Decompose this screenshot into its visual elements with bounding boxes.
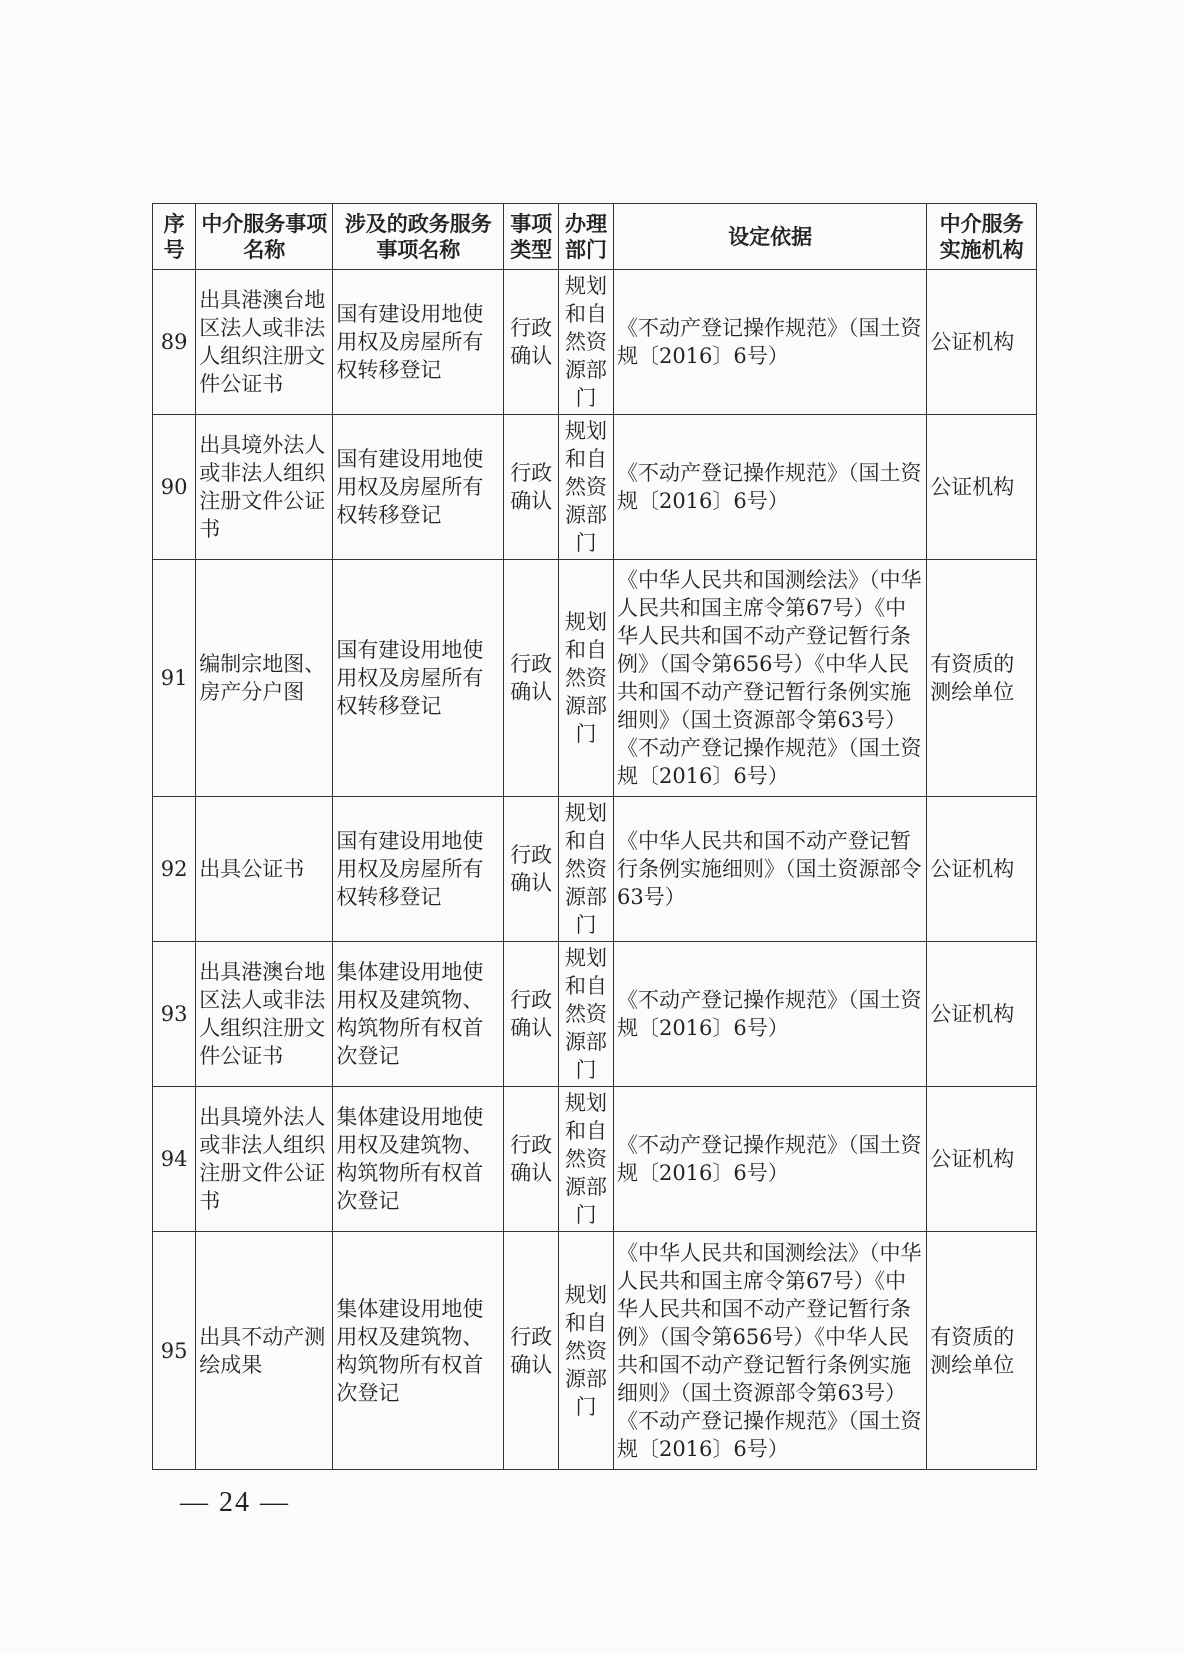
row-no: 95: [153, 1232, 196, 1470]
row-basis: 《不动产登记操作规范》（国土资规〔2016〕6号）: [613, 270, 926, 415]
row-gov-item: 国有建设用地使用权及房屋所有权转移登记: [333, 797, 504, 942]
row-no: 92: [153, 797, 196, 942]
row-dept: 规划和自然资源部门: [559, 942, 614, 1087]
row-agency: 公证机构: [927, 797, 1037, 942]
row-no: 94: [153, 1087, 196, 1232]
table-row: [153, 270, 1037, 415]
header-type: 事项类型: [504, 204, 559, 270]
row-type: 行政确认: [504, 1087, 559, 1232]
table-row: [153, 797, 1037, 942]
row-type: 行政确认: [504, 942, 559, 1087]
row-agency: 有资质的测绘单位: [927, 560, 1037, 797]
table-row: [153, 560, 1037, 797]
row-dept: 规划和自然资源部门: [559, 560, 614, 797]
row-agency: 公证机构: [927, 415, 1037, 560]
row-name: 出具港澳台地区法人或非法人组织注册文件公证书: [196, 942, 333, 1087]
page-number: — 24 —: [180, 1487, 290, 1518]
row-dept: 规划和自然资源部门: [559, 1232, 614, 1470]
row-no: 90: [153, 415, 196, 560]
row-agency: 有资质的测绘单位: [927, 1232, 1037, 1470]
row-agency: 公证机构: [927, 1087, 1037, 1232]
row-no: 93: [153, 942, 196, 1087]
row-name: 出具境外法人或非法人组织注册文件公证书: [196, 1087, 333, 1232]
row-agency: 公证机构: [927, 942, 1037, 1087]
row-dept: 规划和自然资源部门: [559, 797, 614, 942]
row-gov-item: 国有建设用地使用权及房屋所有权转移登记: [333, 270, 504, 415]
table-row: [153, 1087, 1037, 1232]
row-dept: 规划和自然资源部门: [559, 270, 614, 415]
row-basis: 《中华人民共和国测绘法》（中华人民共和国主席令第67号）《中华人民共和国不动产登记暂行条例》（国令第656号）《中华人民共和国不动产登记暂行条例实施细则》（国土资源部令第63号）《不动产登记操作规范》（国土资规〔2016〕6号）: [613, 1232, 926, 1470]
row-name: 编制宗地图、房产分户图: [196, 560, 333, 797]
row-type: 行政确认: [504, 1232, 559, 1470]
row-basis: 《中华人民共和国测绘法》（中华人民共和国主席令第67号）《中华人民共和国不动产登记暂行条例》（国令第656号）《中华人民共和国不动产登记暂行条例实施细则》（国土资源部令第63号）《不动产登记操作规范》（国土资规〔2016〕6号）: [613, 560, 926, 797]
row-no: 91: [153, 560, 196, 797]
row-basis: 《中华人民共和国不动产登记暂行条例实施细则》（国土资源部令63号）: [613, 797, 926, 942]
row-name: 出具公证书: [196, 797, 333, 942]
row-gov-item: 集体建设用地使用权及建筑物、构筑物所有权首次登记: [333, 1087, 504, 1232]
row-type: 行政确认: [504, 415, 559, 560]
row-gov-item: 集体建设用地使用权及建筑物、构筑物所有权首次登记: [333, 1232, 504, 1470]
table-row: [153, 1232, 1037, 1470]
table-header-row: [153, 204, 1037, 270]
row-type: 行政确认: [504, 270, 559, 415]
row-basis: 《不动产登记操作规范》（国土资规〔2016〕6号）: [613, 1087, 926, 1232]
header-no: 序号: [153, 204, 196, 270]
header-gov-item: 涉及的政务服务事项名称: [333, 204, 504, 270]
row-agency: 公证机构: [927, 270, 1037, 415]
row-gov-item: 国有建设用地使用权及房屋所有权转移登记: [333, 415, 504, 560]
row-dept: 规划和自然资源部门: [559, 1087, 614, 1232]
table-row: [153, 415, 1037, 560]
services-table: [152, 203, 1037, 1470]
row-gov-item: 国有建设用地使用权及房屋所有权转移登记: [333, 560, 504, 797]
row-basis: 《不动产登记操作规范》（国土资规〔2016〕6号）: [613, 942, 926, 1087]
row-type: 行政确认: [504, 797, 559, 942]
table-row: [153, 942, 1037, 1087]
header-basis: 设定依据: [613, 204, 926, 270]
row-basis: 《不动产登记操作规范》（国土资规〔2016〕6号）: [613, 415, 926, 560]
row-dept: 规划和自然资源部门: [559, 415, 614, 560]
row-type: 行政确认: [504, 560, 559, 797]
row-no: 89: [153, 270, 196, 415]
header-name: 中介服务事项名称: [196, 204, 333, 270]
row-gov-item: 集体建设用地使用权及建筑物、构筑物所有权首次登记: [333, 942, 504, 1087]
header-dept: 办理部门: [559, 204, 614, 270]
row-name: 出具港澳台地区法人或非法人组织注册文件公证书: [196, 270, 333, 415]
row-name: 出具不动产测绘成果: [196, 1232, 333, 1470]
header-agency: 中介服务实施机构: [927, 204, 1037, 270]
row-name: 出具境外法人或非法人组织注册文件公证书: [196, 415, 333, 560]
